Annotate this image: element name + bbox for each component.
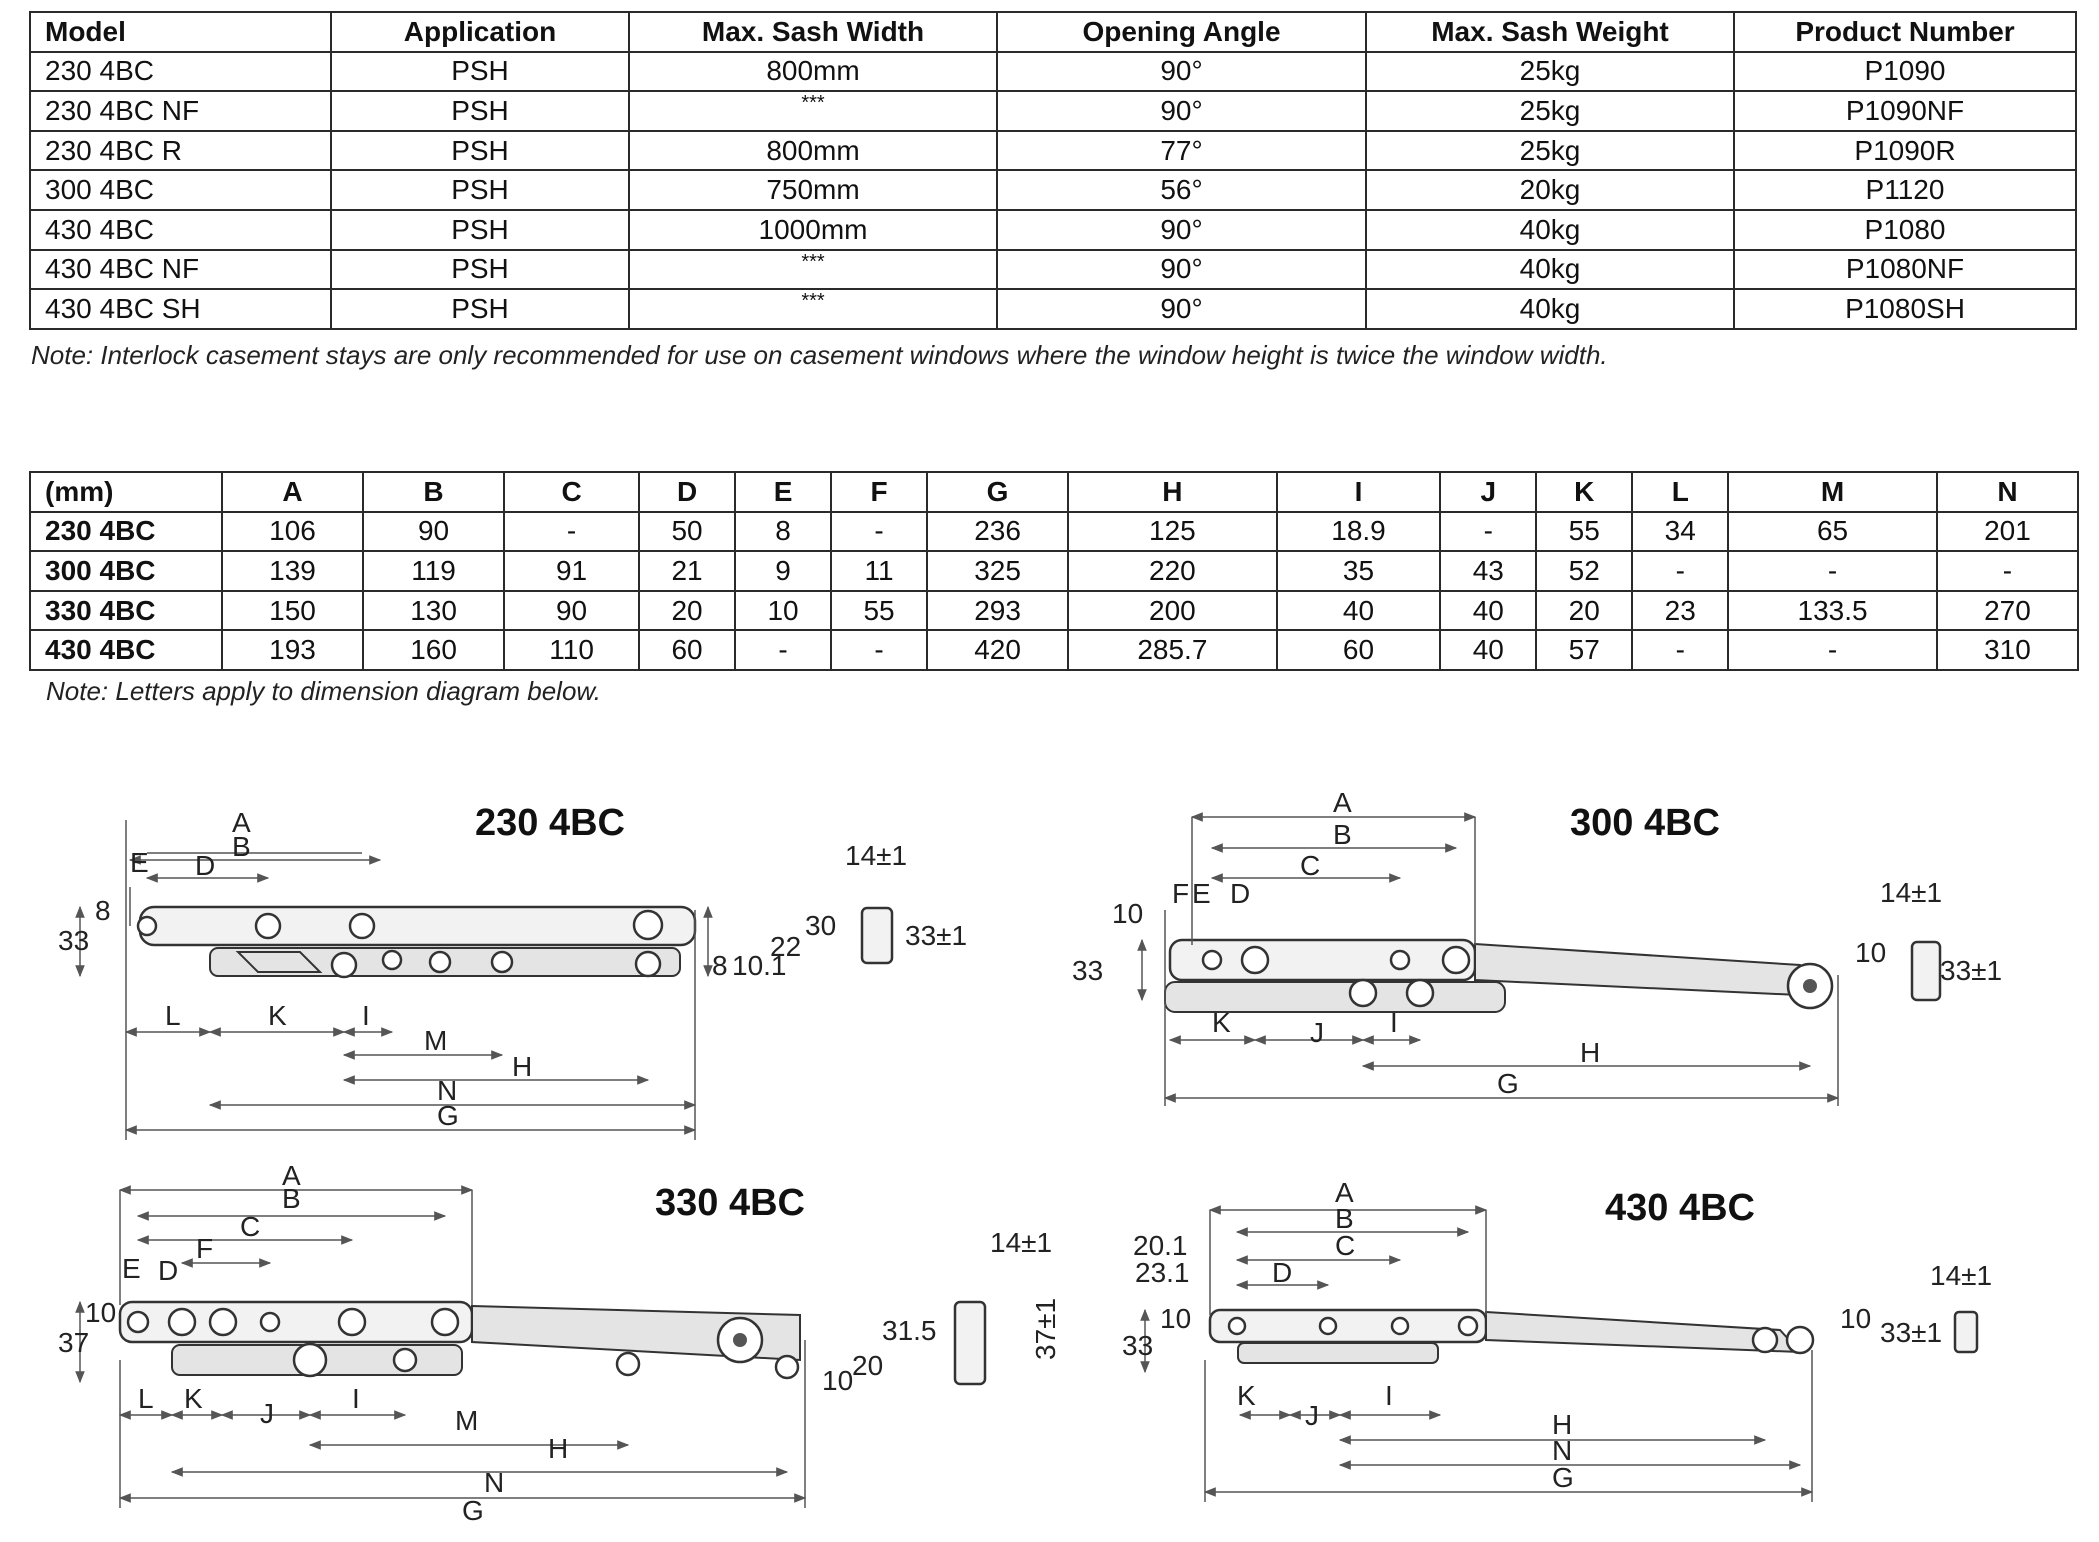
dimension-header-cell: E bbox=[735, 472, 831, 512]
diagram-330-4bc bbox=[58, 1160, 1061, 1526]
diagram-title: 330 4BC bbox=[655, 1182, 805, 1224]
dimension-label: E bbox=[130, 847, 149, 878]
spec-header-row bbox=[30, 12, 2076, 52]
table-row bbox=[30, 250, 2076, 290]
table-cell: P1090 bbox=[1734, 52, 2076, 92]
dimension-label: 31.5 bbox=[882, 1315, 937, 1346]
dimension-table-note: Note: Letters apply to dimension diagram below. bbox=[46, 676, 601, 706]
table-row bbox=[30, 52, 2076, 92]
fixing-hole bbox=[1320, 1318, 1336, 1334]
table-cell: 310 bbox=[1937, 630, 2078, 670]
dimension-header-cell: K bbox=[1536, 472, 1632, 512]
table-cell: PSH bbox=[331, 250, 629, 290]
dimension-label: B bbox=[1333, 819, 1352, 850]
table-cell: P1080 bbox=[1734, 210, 2076, 250]
fixing-hole bbox=[430, 952, 450, 972]
dimension-label: 33 bbox=[1122, 1330, 1154, 1361]
dimension-label: 33 bbox=[1072, 955, 1104, 986]
table-cell: 90° bbox=[997, 250, 1366, 290]
dimension-label: 10 bbox=[822, 1365, 854, 1396]
table-cell: 125 bbox=[1068, 512, 1277, 552]
dimension-label: A bbox=[282, 1160, 301, 1191]
table-row bbox=[30, 591, 2078, 631]
table-cell: *** bbox=[629, 250, 997, 290]
stay-arm bbox=[140, 907, 695, 945]
dimension-label: F bbox=[1172, 878, 1190, 909]
dimension-label: K bbox=[184, 1383, 203, 1414]
dimension-label: D bbox=[1230, 878, 1251, 909]
dimension-label: N bbox=[484, 1467, 505, 1498]
stay-channel bbox=[1475, 944, 1820, 996]
dimension-label: J bbox=[1305, 1400, 1319, 1431]
dimension-label: N bbox=[1552, 1435, 1573, 1466]
side-profile bbox=[1955, 1312, 1977, 1352]
dimension-label: B bbox=[282, 1183, 301, 1214]
table-cell: 325 bbox=[927, 551, 1068, 591]
dimension-label: J bbox=[260, 1398, 274, 1429]
table-cell: 220 bbox=[1068, 551, 1277, 591]
table-cell: 230 4BC bbox=[30, 52, 331, 92]
fixing-hole bbox=[128, 1312, 148, 1332]
dimension-header-cell: (mm) bbox=[30, 472, 222, 512]
table-cell: 91 bbox=[504, 551, 639, 591]
dimension-label: K bbox=[1237, 1380, 1256, 1411]
dimension-header-cell: M bbox=[1728, 472, 1937, 512]
table-row bbox=[30, 630, 2078, 670]
dimension-header-cell: A bbox=[222, 472, 363, 512]
pivot-hub bbox=[1803, 979, 1817, 993]
fixing-hole bbox=[432, 1309, 458, 1335]
table-cell: 230 4BC NF bbox=[30, 91, 331, 131]
spec-header-cell: Opening Angle bbox=[997, 12, 1366, 52]
dimension-header-cell: G bbox=[927, 472, 1068, 512]
table-cell: PSH bbox=[331, 91, 629, 131]
dimension-header-cell: C bbox=[504, 472, 639, 512]
table-cell: P1090R bbox=[1734, 131, 2076, 171]
fixing-hole bbox=[1203, 951, 1221, 969]
table-cell: 230 4BC bbox=[30, 512, 222, 552]
dimension-label: A bbox=[232, 807, 251, 838]
dimension-label: 14±1 bbox=[990, 1227, 1053, 1258]
dimension-label: J bbox=[1310, 1017, 1324, 1048]
dimension-label: M bbox=[455, 1405, 479, 1436]
table-row bbox=[30, 131, 2076, 171]
diagram-230-4bc bbox=[58, 802, 967, 1140]
dimension-label: 14±1 bbox=[845, 840, 908, 871]
dimension-header-cell: D bbox=[639, 472, 735, 512]
spec-header-cell: Application bbox=[331, 12, 629, 52]
side-profile bbox=[862, 908, 892, 963]
table-cell: 40kg bbox=[1366, 289, 1734, 329]
pivot bbox=[1787, 1327, 1813, 1353]
table-cell: 130 bbox=[363, 591, 504, 631]
table-cell: 106 bbox=[222, 512, 363, 552]
spec-table bbox=[29, 11, 2077, 330]
pivot bbox=[634, 911, 662, 939]
dimension-header-cell: J bbox=[1440, 472, 1536, 512]
table-cell: - bbox=[1728, 551, 1937, 591]
dimension-table-body bbox=[30, 512, 2078, 670]
dimension-label: G bbox=[1552, 1462, 1574, 1493]
fixing-hole bbox=[1350, 980, 1376, 1006]
dimension-label: E bbox=[1192, 878, 1211, 909]
table-cell: 150 bbox=[222, 591, 363, 631]
table-cell: PSH bbox=[331, 52, 629, 92]
dimension-header-cell: L bbox=[1632, 472, 1728, 512]
table-cell: P1120 bbox=[1734, 170, 2076, 210]
fixing-hole bbox=[256, 914, 280, 938]
table-cell: P1080SH bbox=[1734, 289, 2076, 329]
side-profile bbox=[1912, 942, 1940, 1000]
table-cell: 201 bbox=[1937, 512, 2078, 552]
dimension-label: 33±1 bbox=[1940, 955, 2003, 986]
table-cell: 230 4BC R bbox=[30, 131, 331, 171]
table-cell: - bbox=[1937, 551, 2078, 591]
table-cell: 60 bbox=[639, 630, 735, 670]
dimension-label: B bbox=[232, 831, 251, 862]
table-cell: 90° bbox=[997, 91, 1366, 131]
dimension-header-cell: I bbox=[1277, 472, 1441, 512]
fixing-hole bbox=[169, 1309, 195, 1335]
table-cell: 20kg bbox=[1366, 170, 1734, 210]
table-cell: 77° bbox=[997, 131, 1366, 171]
dimension-label: H bbox=[1552, 1409, 1573, 1440]
fixing-hole bbox=[350, 914, 374, 938]
table-cell: PSH bbox=[331, 170, 629, 210]
table-cell: - bbox=[831, 630, 927, 670]
dimension-label: H bbox=[548, 1433, 569, 1464]
stay-base bbox=[1238, 1343, 1438, 1363]
table-cell: 60 bbox=[1277, 630, 1441, 670]
dimension-label: G bbox=[1497, 1068, 1519, 1099]
stay-arm bbox=[1210, 1310, 1486, 1342]
table-cell: 430 4BC bbox=[30, 210, 331, 250]
spec-header-cell: Max. Sash Weight bbox=[1366, 12, 1734, 52]
dimension-label: D bbox=[195, 850, 216, 881]
table-cell: 52 bbox=[1536, 551, 1632, 591]
table-cell: 56° bbox=[997, 170, 1366, 210]
fixing-hole bbox=[138, 917, 156, 935]
dimension-label: 20.1 bbox=[1133, 1230, 1188, 1261]
dimension-label: A bbox=[1333, 787, 1352, 818]
dimension-label: 8 bbox=[712, 950, 728, 981]
dimension-label: C bbox=[1335, 1230, 1356, 1261]
table-cell: - bbox=[735, 630, 831, 670]
dimension-label: I bbox=[352, 1383, 360, 1414]
table-cell: 90 bbox=[363, 512, 504, 552]
dimension-label: E bbox=[122, 1253, 141, 1284]
table-cell: 90° bbox=[997, 289, 1366, 329]
table-cell: 11 bbox=[831, 551, 927, 591]
dimension-label: D bbox=[1272, 1257, 1293, 1288]
dimension-label: 33 bbox=[58, 925, 90, 956]
table-cell: 420 bbox=[927, 630, 1068, 670]
fixing-hole bbox=[210, 1309, 236, 1335]
dimension-label: M bbox=[424, 1025, 448, 1056]
table-cell: 21 bbox=[639, 551, 735, 591]
table-cell: - bbox=[1632, 551, 1728, 591]
dimension-label: I bbox=[1390, 1007, 1398, 1038]
dimension-label: 10.1 bbox=[732, 950, 787, 981]
table-cell: 40 bbox=[1440, 630, 1536, 670]
table-cell: 270 bbox=[1937, 591, 2078, 631]
table-cell: - bbox=[1440, 512, 1536, 552]
fixing-hole bbox=[383, 951, 401, 969]
table-row bbox=[30, 512, 2078, 552]
fixing-hole bbox=[1443, 947, 1469, 973]
dimension-label: L bbox=[165, 1000, 181, 1031]
table-cell: 750mm bbox=[629, 170, 997, 210]
dimension-label: A bbox=[1335, 1177, 1354, 1208]
fixing-hole bbox=[339, 1309, 365, 1335]
dimension-label: 33±1 bbox=[905, 920, 968, 951]
table-cell: 40kg bbox=[1366, 210, 1734, 250]
dimension-label: B bbox=[1335, 1203, 1354, 1234]
fixing-hole bbox=[1459, 1317, 1477, 1335]
dimension-label: H bbox=[1580, 1037, 1601, 1068]
dimension-header-cell: F bbox=[831, 472, 927, 512]
table-cell: 40kg bbox=[1366, 250, 1734, 290]
dimension-label: C bbox=[240, 1211, 261, 1242]
table-cell: 9 bbox=[735, 551, 831, 591]
diagram-title: 230 4BC bbox=[475, 802, 625, 844]
table-cell: 200 bbox=[1068, 591, 1277, 631]
pivot bbox=[1753, 1328, 1777, 1352]
table-cell: - bbox=[831, 512, 927, 552]
fixing-hole bbox=[1242, 947, 1268, 973]
dimension-header-row bbox=[30, 472, 2078, 512]
table-cell: 800mm bbox=[629, 52, 997, 92]
table-cell: *** bbox=[629, 289, 997, 329]
table-cell: PSH bbox=[331, 131, 629, 171]
dimension-label: 33±1 bbox=[1880, 1317, 1943, 1348]
dimension-label: D bbox=[158, 1255, 179, 1286]
diagram-title: 300 4BC bbox=[1570, 802, 1720, 844]
pivot bbox=[636, 952, 660, 976]
table-cell: - bbox=[504, 512, 639, 552]
table-cell: 800mm bbox=[629, 131, 997, 171]
table-cell: 430 4BC NF bbox=[30, 250, 331, 290]
dimension-label: C bbox=[1300, 850, 1321, 881]
table-cell: *** bbox=[629, 91, 997, 131]
table-cell: P1090NF bbox=[1734, 91, 2076, 131]
dimension-header-cell: N bbox=[1937, 472, 2078, 512]
table-cell: 133.5 bbox=[1728, 591, 1937, 631]
table-cell: 50 bbox=[639, 512, 735, 552]
spec-header-cell: Max. Sash Width bbox=[629, 12, 997, 52]
spec-header-cell: Product Number bbox=[1734, 12, 2076, 52]
table-cell: 20 bbox=[1536, 591, 1632, 631]
dimension-label: H bbox=[512, 1051, 533, 1082]
table-cell: P1080NF bbox=[1734, 250, 2076, 290]
table-row bbox=[30, 210, 2076, 250]
table-cell: PSH bbox=[331, 210, 629, 250]
table-cell: - bbox=[1632, 630, 1728, 670]
table-cell: 160 bbox=[363, 630, 504, 670]
dimension-label: L bbox=[138, 1383, 154, 1414]
dimension-label: I bbox=[1385, 1380, 1393, 1411]
fixing-hole bbox=[1407, 980, 1433, 1006]
table-cell: 90° bbox=[997, 210, 1366, 250]
table-row bbox=[30, 551, 2078, 591]
table-cell: 20 bbox=[639, 591, 735, 631]
table-cell: 193 bbox=[222, 630, 363, 670]
fixing-hole bbox=[332, 953, 356, 977]
table-cell: 139 bbox=[222, 551, 363, 591]
table-cell: 35 bbox=[1277, 551, 1441, 591]
dimension-label: K bbox=[1212, 1007, 1231, 1038]
dimension-label: 10 bbox=[1112, 898, 1144, 929]
fixing-hole bbox=[1391, 951, 1409, 969]
dimension-label: 30 bbox=[805, 910, 837, 941]
table-cell: 25kg bbox=[1366, 52, 1734, 92]
table-cell: 34 bbox=[1632, 512, 1728, 552]
spec-table-note: Note: Interlock casement stays are only recommended for use on casement windows where the window height is twice the window width. bbox=[31, 340, 1608, 370]
table-cell: 119 bbox=[363, 551, 504, 591]
table-cell: 25kg bbox=[1366, 131, 1734, 171]
table-cell: 1000mm bbox=[629, 210, 997, 250]
table-cell: 90 bbox=[504, 591, 639, 631]
fixing-hole bbox=[617, 1353, 639, 1375]
table-cell: 25kg bbox=[1366, 91, 1734, 131]
diagram-title: 430 4BC bbox=[1605, 1187, 1755, 1229]
dimension-diagrams bbox=[0, 760, 2099, 1542]
diagram-300-4bc bbox=[1072, 787, 2002, 1106]
table-row bbox=[30, 170, 2076, 210]
table-cell: - bbox=[1728, 630, 1937, 670]
dimension-table bbox=[29, 471, 2079, 671]
table-cell: 430 4BC SH bbox=[30, 289, 331, 329]
dimension-header-cell: B bbox=[363, 472, 504, 512]
table-row bbox=[30, 289, 2076, 329]
dimension-label: 20 bbox=[852, 1350, 884, 1381]
table-cell: 10 bbox=[735, 591, 831, 631]
dimension-label: 23.1 bbox=[1135, 1257, 1190, 1288]
table-cell: 293 bbox=[927, 591, 1068, 631]
table-row bbox=[30, 91, 2076, 131]
dimension-header-cell: H bbox=[1068, 472, 1277, 512]
diagram-430-4bc bbox=[1122, 1177, 1992, 1502]
dimension-label: 8 bbox=[95, 895, 111, 926]
fixing-hole bbox=[394, 1349, 416, 1371]
spec-header-cell: Model bbox=[30, 12, 331, 52]
fixing-hole bbox=[492, 952, 512, 972]
dimension-label: 14±1 bbox=[1880, 877, 1943, 908]
table-cell: 110 bbox=[504, 630, 639, 670]
dimension-label: I bbox=[362, 1000, 370, 1031]
stay-channel bbox=[1486, 1312, 1800, 1352]
table-cell: 90° bbox=[997, 52, 1366, 92]
fixing-hole bbox=[294, 1344, 326, 1376]
dimension-label: 10 bbox=[85, 1297, 117, 1328]
pivot-hub bbox=[733, 1333, 747, 1347]
table-cell: 57 bbox=[1536, 630, 1632, 670]
table-cell: 236 bbox=[927, 512, 1068, 552]
table-cell: 330 4BC bbox=[30, 591, 222, 631]
fixing-hole bbox=[261, 1313, 279, 1331]
side-profile bbox=[955, 1302, 985, 1384]
dimension-label: G bbox=[437, 1100, 459, 1131]
table-cell: 65 bbox=[1728, 512, 1937, 552]
dimension-label: 14±1 bbox=[1930, 1260, 1993, 1291]
table-cell: 430 4BC bbox=[30, 630, 222, 670]
dimension-label: 10 bbox=[1840, 1303, 1872, 1334]
table-cell: 40 bbox=[1277, 591, 1441, 631]
table-cell: 8 bbox=[735, 512, 831, 552]
table-cell: 300 4BC bbox=[30, 170, 331, 210]
dimension-label: F bbox=[196, 1233, 214, 1264]
table-cell: 55 bbox=[1536, 512, 1632, 552]
dimension-label: 37 bbox=[58, 1327, 90, 1358]
dimension-label: 22 bbox=[770, 931, 802, 962]
dimension-label: 37±1 bbox=[1030, 1297, 1061, 1360]
fixing-hole bbox=[1392, 1318, 1408, 1334]
table-cell: 285.7 bbox=[1068, 630, 1277, 670]
dimension-label: N bbox=[437, 1075, 458, 1106]
table-cell: PSH bbox=[331, 289, 629, 329]
dimension-label: 10 bbox=[1855, 937, 1887, 968]
table-cell: 55 bbox=[831, 591, 927, 631]
table-cell: 300 4BC bbox=[30, 551, 222, 591]
pivot bbox=[776, 1356, 798, 1378]
table-cell: 18.9 bbox=[1277, 512, 1441, 552]
table-cell: 23 bbox=[1632, 591, 1728, 631]
table-cell: 43 bbox=[1440, 551, 1536, 591]
dimension-label: G bbox=[462, 1495, 484, 1526]
dimension-label: K bbox=[268, 1000, 287, 1031]
dimension-label: 10 bbox=[1160, 1303, 1192, 1334]
table-cell: 40 bbox=[1440, 591, 1536, 631]
fixing-hole bbox=[1229, 1318, 1245, 1334]
